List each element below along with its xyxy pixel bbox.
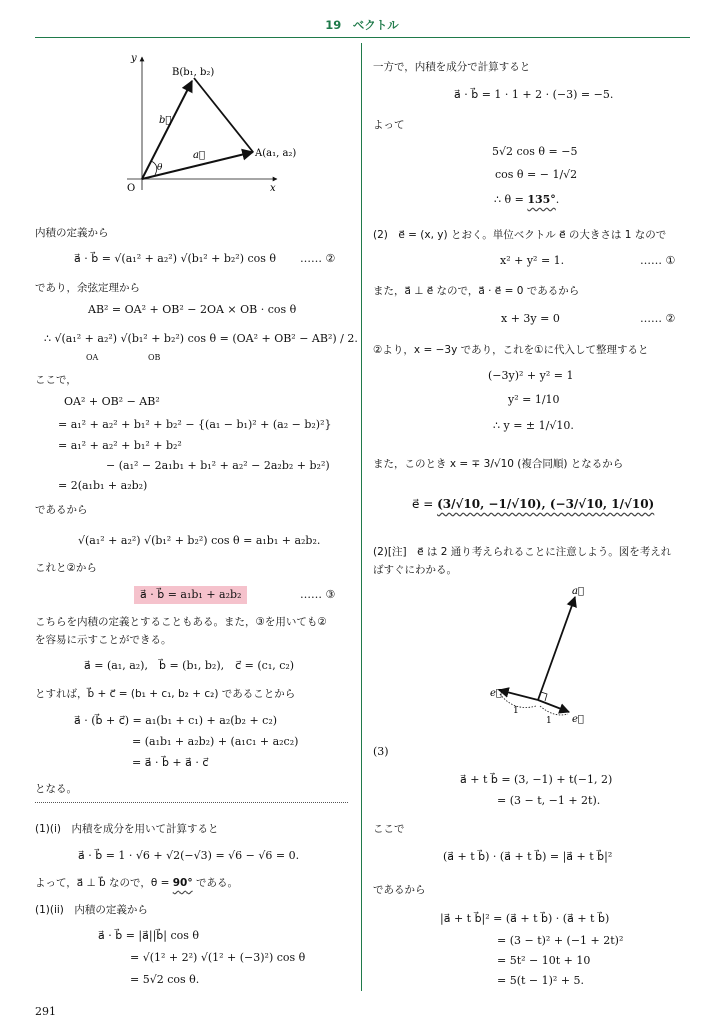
equation <box>494 193 559 207</box>
header-rule <box>35 37 690 38</box>
equation: a⃗ · (b⃗ + c⃗) = a₁(b₁ + c₁) + a₂(b₂ + c₂) <box>74 714 278 727</box>
equation: a⃗ · b⃗ = 1 · √6 + √2(−√3) = √6 − √6 = 0. <box>78 849 300 862</box>
text-span: よって，a⃗ ⊥ b⃗ なので，θ = <box>35 877 173 889</box>
equation: = 5(t − 1)² + 5. <box>497 974 585 987</box>
x-axis-label: x <box>270 183 276 194</box>
answer-e-values: (3/√10, −1/√10), (−3/√10, 1/√10) <box>437 497 655 511</box>
equation: OA² + OB² − AB² <box>64 395 160 408</box>
text-line: (3) <box>373 745 389 758</box>
equation: = (3 − t)² + (−1 + 2t)² <box>497 934 624 947</box>
vector-b-line <box>142 81 192 179</box>
equation: |a⃗ + t b⃗|² = (a⃗ + t b⃗) · (a⃗ + t b⃗) <box>440 912 610 925</box>
equation: (a⃗ + t b⃗) · (a⃗ + t b⃗) = |a⃗ + t b⃗|² <box>443 850 613 863</box>
y-axis-label: y <box>131 53 137 64</box>
equation: = 2(a₁b₁ + a₂b₂) <box>58 479 148 492</box>
length-label-1: 1 <box>513 706 519 716</box>
vector-b-label: b⃗ <box>159 115 172 126</box>
text-line: また，このとき x = ∓ 3/√10 (複合同順) となるから <box>373 458 624 470</box>
figure-vectors-ab <box>115 45 315 195</box>
text-span: である。 <box>192 877 238 889</box>
text-line: (2) e⃗ = (x, y) とおく。単位ベクトル e⃗ の大きさは 1 なので <box>373 229 667 241</box>
origin-label: O <box>127 183 136 194</box>
equation: = √(1² + 2²) √(1² + (−3)²) cos θ <box>130 951 306 964</box>
angle-label: θ <box>157 163 163 173</box>
equation: 5√2 cos θ = −5 <box>492 145 578 158</box>
text-line <box>35 876 238 890</box>
equation: a⃗ = (a₁, a₂), b⃗ = (b₁, b₂), c⃗ = (c₁, c₂) <box>84 659 295 672</box>
text-line: となる。 <box>35 783 77 795</box>
equation: x + 3y = 0 <box>501 312 560 325</box>
segment-ab <box>194 78 253 152</box>
dotted-separator <box>35 802 348 803</box>
text-span: ∴ θ = <box>494 193 528 206</box>
equation: x² + y² = 1. <box>500 254 565 267</box>
text-line: であるから <box>373 884 426 896</box>
equation: ∴ y = ± 1/√10. <box>493 419 574 432</box>
text-line: また，a⃗ ⊥ e⃗ なので，a⃗ · e⃗ = 0 であるから <box>373 285 580 297</box>
highlighted-equation: a⃗ · b⃗ = a₁b₁ + a₂b₂ <box>134 586 247 604</box>
equation-mark: …… ② <box>640 312 676 325</box>
equation: = (a₁b₁ + a₂b₂) + (a₁c₁ + a₂c₂) <box>132 735 299 748</box>
equation: a⃗ + t b⃗ = (3, −1) + t(−1, 2) <box>460 773 613 786</box>
answer-90: 90° <box>172 877 193 889</box>
text-line: (1)(i) 内積を成分を用いて計算すると <box>35 823 219 835</box>
text-line: よって <box>373 119 405 131</box>
equation: √(a₁² + a₂²) √(b₁² + b₂²) cos θ = a₁b₁ + a₂b₂. <box>78 534 321 547</box>
equation: AB² = OA² + OB² − 2OA × OB · cos θ <box>88 303 297 316</box>
page-number: 291 <box>35 1005 56 1018</box>
length-label-2: 1 <box>546 716 552 726</box>
text-line: ②より，x = −3y であり，これを①に代入して整理すると <box>373 344 649 356</box>
vector-a-label: a⃗ <box>572 586 584 597</box>
text-line: ここで <box>373 823 405 835</box>
answer-135: 135° <box>527 193 556 206</box>
text-line: とすれば，b⃗ + c⃗ = (b₁ + c₁, b₂ + c₂) であることから <box>35 688 296 700</box>
column-divider <box>361 43 362 991</box>
equation-mark: …… ③ <box>300 588 336 601</box>
equation: a⃗ · b⃗ = √(a₁² + a₂²) √(b₁² + b₂²) cos θ <box>74 252 277 265</box>
equation: (−3y)² + y² = 1 <box>488 369 574 382</box>
vector-e-label-left: e⃗ <box>490 688 502 699</box>
angle-arc <box>151 161 157 175</box>
brace-label-oa: OA <box>86 353 99 362</box>
text-line: ここで， <box>35 374 77 386</box>
equation: ∴ √(a₁² + a₂²) √(b₁² + b₂²) cos θ = (OA² + OB² − AB²) / 2. <box>44 332 358 345</box>
equation: = a₁² + a₂² + b₁² + b₂² − {(a₁ − b₁)² + (a₂ − b₂)²} <box>58 418 332 431</box>
vector-e2-line <box>499 690 538 700</box>
equation: cos θ = − 1/√2 <box>495 168 578 181</box>
equation: = 5t² − 10t + 10 <box>497 954 591 967</box>
vector-e1-line <box>538 700 569 712</box>
text-line: 一方で，内積を成分で計算すると <box>373 61 531 73</box>
text-line: であり，余弦定理から <box>35 282 140 294</box>
right-angle-mark <box>541 692 547 701</box>
text-line: こちらを内積の定義とすることもある。また，③を用いても② <box>35 616 327 628</box>
equation: = (3 − t, −1 + 2t). <box>497 794 601 807</box>
brace-label-ob: OB <box>148 353 161 362</box>
point-b-label: B(b₁, b₂) <box>172 67 215 78</box>
text-line: (1)(ii) 内積の定義から <box>35 904 148 916</box>
point-a-label: A(a₁, a₂) <box>255 148 297 159</box>
equation-mark: …… ② <box>300 252 336 265</box>
equation: = a⃗ · b⃗ + a⃗ · c⃗ <box>132 756 209 769</box>
text-line: であるから <box>35 504 88 516</box>
text-line: を容易に示すことができる。 <box>35 634 172 646</box>
equation: a⃗ · b⃗ = |a⃗||b⃗| cos θ <box>98 929 200 942</box>
text-line: (2)[注] e⃗ は 2 通り考えられることに注意しよう。図を考えれ <box>373 546 672 558</box>
equation: − (a₁² − 2a₁b₁ + b₁² + a₂² − 2a₂b₂ + b₂²) <box>106 459 330 472</box>
text-line: これと②から <box>35 562 97 574</box>
equation: a⃗ · b⃗ = 1 · 1 + 2 · (−3) = −5. <box>454 88 614 101</box>
equation: = 5√2 cos θ. <box>130 973 200 986</box>
vector-a-line <box>538 597 575 700</box>
page-header-title: 19 ベクトル <box>325 18 399 32</box>
vector-a-label: a⃗ <box>193 150 205 161</box>
text-line: ばすぐにわかる。 <box>373 564 457 576</box>
equation-mark: …… ① <box>640 254 676 267</box>
figure-perpendicular-vectors <box>480 580 600 730</box>
equation: y² = 1/10 <box>508 393 560 406</box>
text-line: 内積の定義から <box>35 227 109 239</box>
equation: = a₁² + a₂² + b₁² + b₂² <box>58 439 182 452</box>
vector-e-label-right: e⃗ <box>572 714 584 725</box>
text-span: e⃗ = <box>412 497 438 511</box>
text-span: . <box>555 193 560 206</box>
answer-e-vectors <box>412 497 654 511</box>
